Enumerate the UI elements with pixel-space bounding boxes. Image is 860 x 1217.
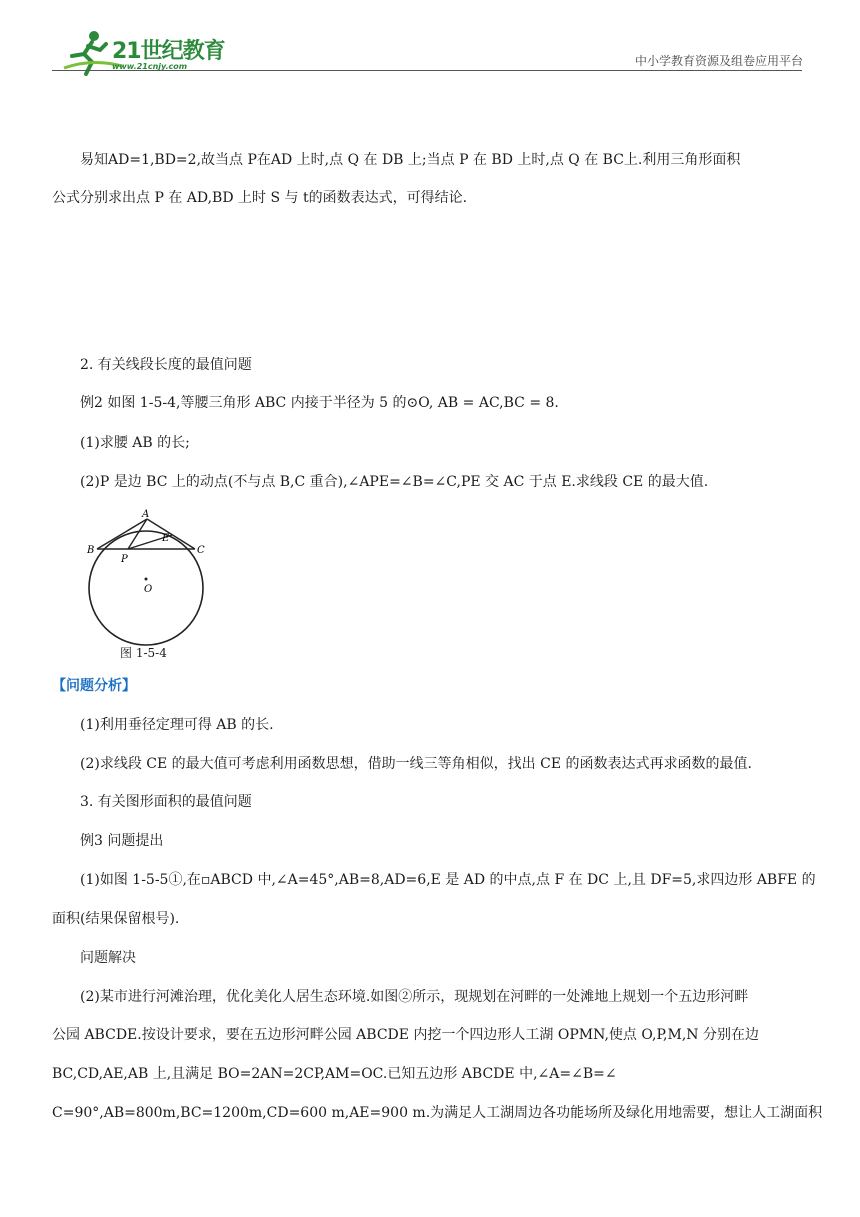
example-stem: 例2 如图 1-5-4,等腰三角形 ABC 内接于半径为 5 的⊙O, AB = AC,BC = 8. (80, 395, 559, 411)
figure-caption: 图 1-5-4 (120, 646, 167, 660)
label-o: O (144, 584, 153, 595)
text-line: 公式分别求出点 P 在 AD,BD 上时 S 与 t的函数表达式，可得结论. (52, 190, 468, 206)
question: (2)P 是边 BC 上的动点(不与点 B,C 重合),∠APE=∠B=∠C,PE 交 AC 于点 E.求线段 CE 的最大值. (80, 474, 709, 490)
question: C=90°,AB=800m,BC=1200m,CD=600 m,AE=900 m.为满足人工湖周边各功能场所及绿化用地需要，想让人工湖面积 (52, 1105, 823, 1121)
label-c: C (197, 545, 205, 556)
example-title: 例3 问题提出 (80, 833, 164, 849)
label-b: B (87, 545, 95, 556)
analysis-text: (1)利用垂径定理可得 AB 的长. (80, 717, 274, 733)
question: (2)某市进行河滩治理，优化美化人居生态环境.如图②所示，现规划在河畔的一处滩地上规划一个五边形河畔 (80, 989, 749, 1005)
geometry-figure (80, 505, 220, 665)
text-line: 易知AD=1,BD=2,故当点 P在AD 上时,点 Q 在 DB 上;当点 P 在 BD 上时,点 Q 在 BC上.利用三角形面积 (80, 152, 741, 168)
logo-url: www.21cnjy.com (112, 62, 188, 71)
question: (1)如图 1-5-5①,在▫ABCD 中,∠A=45°,AB=8,AD=6,E 是 AD 的中点,点 F 在 DC 上,且 DF=5,求四边形 ABFE 的 (80, 872, 816, 888)
header-divider (52, 70, 802, 71)
analysis-text: (2)求线段 CE 的最大值可考虑利用函数思想，借助一线三等角相似，找出 CE 的函数表达式再求函数的最值. (80, 756, 752, 772)
header-platform-name: 中小学教育资源及组卷应用平台 (634, 54, 803, 68)
label-p: P (121, 554, 128, 565)
section-title: 3. 有关图形面积的最值问题 (80, 794, 252, 810)
question: (1)求腰 AB 的长; (80, 435, 190, 451)
question: 面积(结果保留根号). (52, 911, 180, 927)
logo-text: 21世纪教育 (112, 39, 225, 64)
label-a: A (142, 509, 150, 520)
question: BC,CD,AE,AB 上,且满足 BO=2AN=2CP,AM=OC.已知五边形 ABCDE 中,∠A=∠B=∠ (52, 1066, 617, 1082)
analysis-heading: 【问题分析】 (52, 678, 136, 694)
question: 公园 ABCDE.按设计要求，要在五边形河畔公园 ABCDE 内挖一个四边形人工湖 OPMN,使点 O,P,M,N 分别在边 (52, 1027, 759, 1043)
label-e: E (162, 533, 170, 544)
subheading: 问题解决 (80, 950, 136, 966)
page-header (0, 0, 860, 80)
section-title: 2. 有关线段长度的最值问题 (80, 357, 252, 373)
